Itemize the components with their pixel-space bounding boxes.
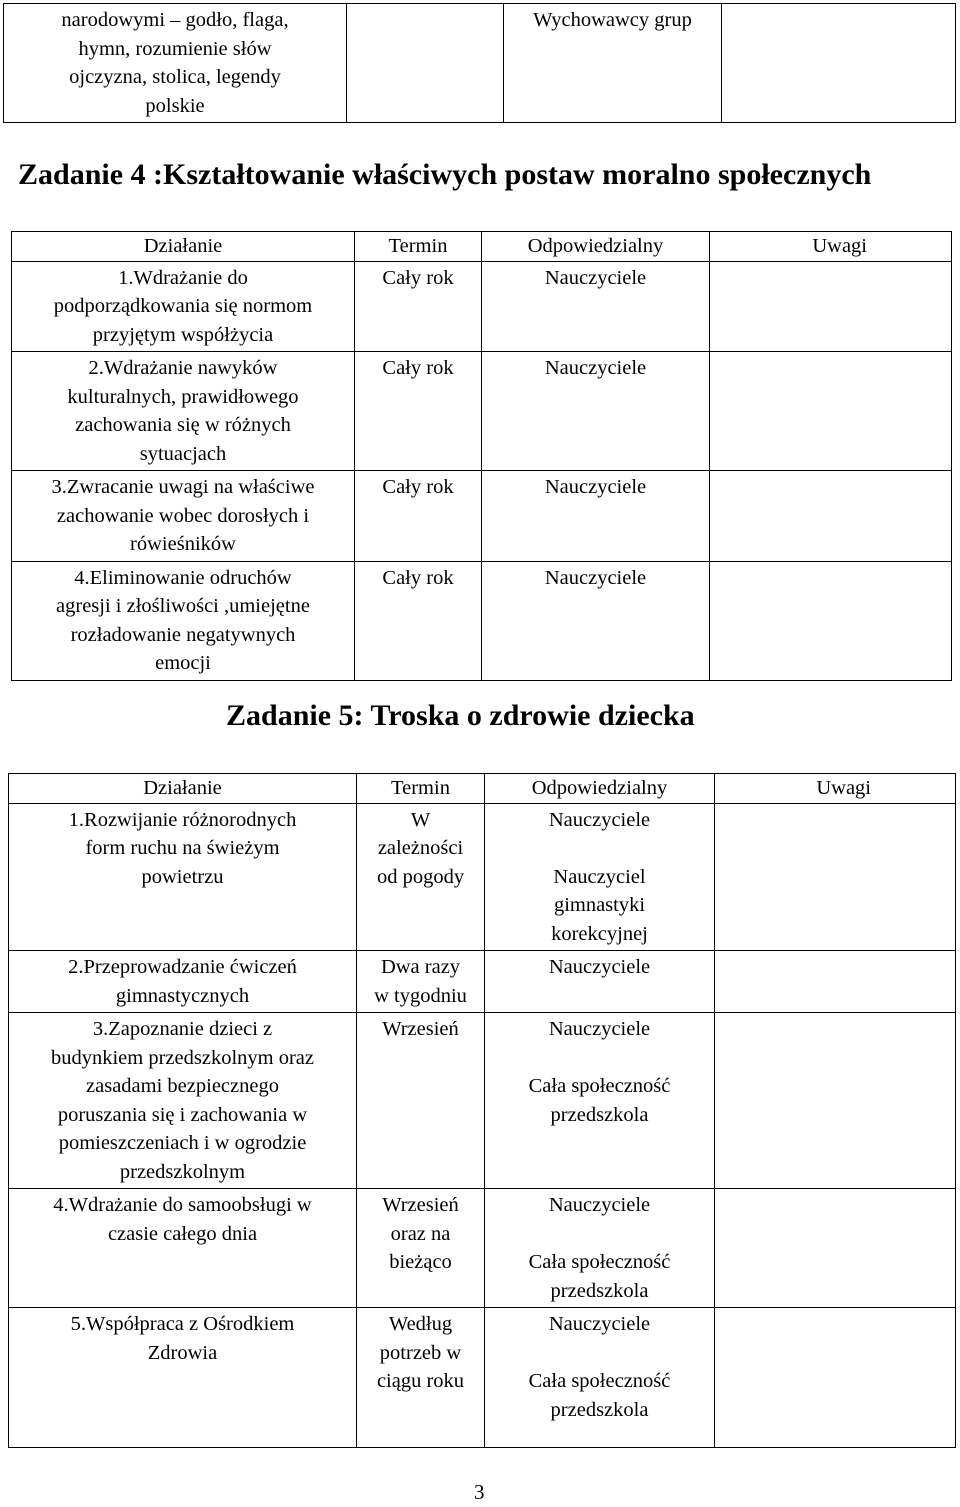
cell-text xyxy=(710,562,951,566)
term-cell xyxy=(355,471,482,562)
notes-cell xyxy=(722,4,956,123)
table-row xyxy=(12,261,952,352)
cell-text: narodowymi – godło, flaga, hymn, rozumienie słów ojczyzna, stolica, legendy polskie xyxy=(61,9,289,117)
action-cell xyxy=(9,951,357,1013)
action-cell xyxy=(9,803,357,951)
responsible-cell xyxy=(504,4,722,123)
header-action: Działanie xyxy=(12,232,355,262)
table-row xyxy=(12,471,952,562)
cell-text xyxy=(715,1308,955,1312)
header-notes: Uwagi xyxy=(715,774,956,804)
header-responsible: Odpowiedzialny xyxy=(482,232,710,262)
top-table xyxy=(3,3,956,123)
term-cell xyxy=(355,561,482,680)
term-cell xyxy=(355,352,482,471)
header-term: Termin xyxy=(355,232,482,262)
notes-cell xyxy=(715,951,956,1013)
action-cell xyxy=(12,561,355,680)
cell-text: Wychowawcy grup xyxy=(533,9,692,31)
notes-cell xyxy=(710,352,952,471)
cell-text: Cały rok xyxy=(382,357,454,379)
header-action: Działanie xyxy=(9,774,357,804)
responsible-cell xyxy=(485,1189,715,1308)
cell-text xyxy=(715,1013,955,1017)
cell-text: Nauczyciele Cała społeczność przedszkola xyxy=(528,1194,671,1302)
cell-text: Nauczyciele Cała społeczność przedszkola xyxy=(528,1313,671,1421)
cell-text xyxy=(715,804,955,808)
cell-text: 1.Wdrażanie do podporządkowania się normom przyjętym współżycia xyxy=(53,266,313,346)
cell-text: 2.Wdrażanie nawyków kulturalnych, prawidłowego zachowania się w różnych sytuacjach xyxy=(67,357,299,465)
table-row xyxy=(4,4,956,123)
cell-text: Nauczyciele xyxy=(544,566,647,589)
responsible-cell xyxy=(485,1013,715,1189)
page-number: 3 xyxy=(474,1480,485,1504)
cell-text: 4.Eliminowanie odruchów agresji i złośliwości ,umiejętne rozładowanie negatywnych emocji xyxy=(56,566,310,674)
notes-cell xyxy=(710,471,952,562)
section4-table xyxy=(11,231,952,681)
cell-text xyxy=(715,1189,955,1193)
cell-text: Cały rok xyxy=(382,266,454,289)
cell-text: Nauczyciele xyxy=(544,357,647,379)
term-cell xyxy=(355,261,482,352)
cell-text: Nauczyciele Nauczyciel gimnastyki korekcyjnej xyxy=(548,808,651,945)
cell-text: 4.Wdrażanie do samoobsługi w czasie całego dnia xyxy=(53,1194,312,1245)
notes-cell xyxy=(715,1189,956,1308)
table-row xyxy=(12,561,952,680)
action-cell xyxy=(9,1189,357,1308)
notes-cell xyxy=(710,561,952,680)
cell-text: 2.Przeprowadzanie ćwiczeń gimnastycznych xyxy=(68,956,297,1007)
cell-text xyxy=(715,951,955,955)
cell-text: Wrzesień xyxy=(382,1018,459,1040)
term-cell xyxy=(347,4,504,123)
cell-text xyxy=(710,471,951,475)
section5-table xyxy=(8,773,956,1448)
cell-text: 3.Zwracanie uwagi na właściwe zachowanie wobec dorosłych i rówieśników xyxy=(51,476,315,555)
action-cell xyxy=(12,471,355,562)
table-row xyxy=(9,1189,956,1308)
term-cell xyxy=(357,1308,485,1448)
cell-text xyxy=(347,4,503,8)
notes-cell xyxy=(710,261,952,352)
table-row xyxy=(9,803,956,951)
cell-text: 3.Zapoznanie dzieci z budynkiem przedszkolnym oraz zasadami bezpiecznego poruszania się i zachowania w pomieszczeniach i w ogrodzie przedszkolnym xyxy=(50,1018,314,1183)
cell-text xyxy=(710,262,951,266)
action-cell xyxy=(9,1013,357,1189)
notes-cell xyxy=(715,1308,956,1448)
cell-text: Cały rok xyxy=(382,566,454,589)
term-cell xyxy=(357,803,485,951)
section4-heading: Zadanie 4 :Kształtowanie właściwych postaw moralno społecznych xyxy=(18,158,872,191)
cell-text xyxy=(710,352,951,356)
table-header-row xyxy=(9,774,956,804)
term-cell xyxy=(357,1013,485,1189)
responsible-cell xyxy=(482,352,710,471)
cell-text: 1.Rozwijanie różnorodnych form ruchu na świeżym powietrzu xyxy=(68,808,297,888)
action-cell xyxy=(9,1308,357,1448)
table-row xyxy=(9,951,956,1013)
cell-text: W zależności od pogody xyxy=(376,808,465,888)
header-responsible: Odpowiedzialny xyxy=(485,774,715,804)
term-cell xyxy=(357,1189,485,1308)
header-notes: Uwagi xyxy=(710,232,952,262)
action-cell xyxy=(12,352,355,471)
responsible-cell xyxy=(482,561,710,680)
section5-heading: Zadanie 5: Troska o zdrowie dziecka xyxy=(226,699,695,732)
cell-text: Cały rok xyxy=(382,476,454,498)
term-cell xyxy=(357,951,485,1013)
action-cell xyxy=(4,4,347,123)
action-cell xyxy=(12,261,355,352)
cell-text: Nauczyciele xyxy=(544,476,647,498)
table-row xyxy=(9,1013,956,1189)
cell-text: Nauczyciele xyxy=(548,956,651,978)
responsible-cell xyxy=(485,803,715,951)
notes-cell xyxy=(715,803,956,951)
cell-text: Nauczyciele xyxy=(544,266,647,289)
notes-cell xyxy=(715,1013,956,1189)
responsible-cell xyxy=(482,471,710,562)
cell-text xyxy=(722,4,955,8)
cell-text: Dwa razy w tygodniu xyxy=(374,956,467,1007)
header-term: Termin xyxy=(357,774,485,804)
cell-text: Według potrzeb w ciągu roku xyxy=(376,1313,465,1392)
cell-text: Wrzesień oraz na bieżąco xyxy=(382,1194,459,1273)
cell-text: 5.Współpraca z Ośrodkiem Zdrowia xyxy=(70,1313,295,1364)
table-row xyxy=(9,1308,956,1448)
table-header-row xyxy=(12,232,952,262)
responsible-cell xyxy=(485,951,715,1013)
cell-text: Nauczyciele Cała społeczność przedszkola xyxy=(528,1018,671,1126)
responsible-cell xyxy=(485,1308,715,1448)
table-row xyxy=(12,352,952,471)
responsible-cell xyxy=(482,261,710,352)
